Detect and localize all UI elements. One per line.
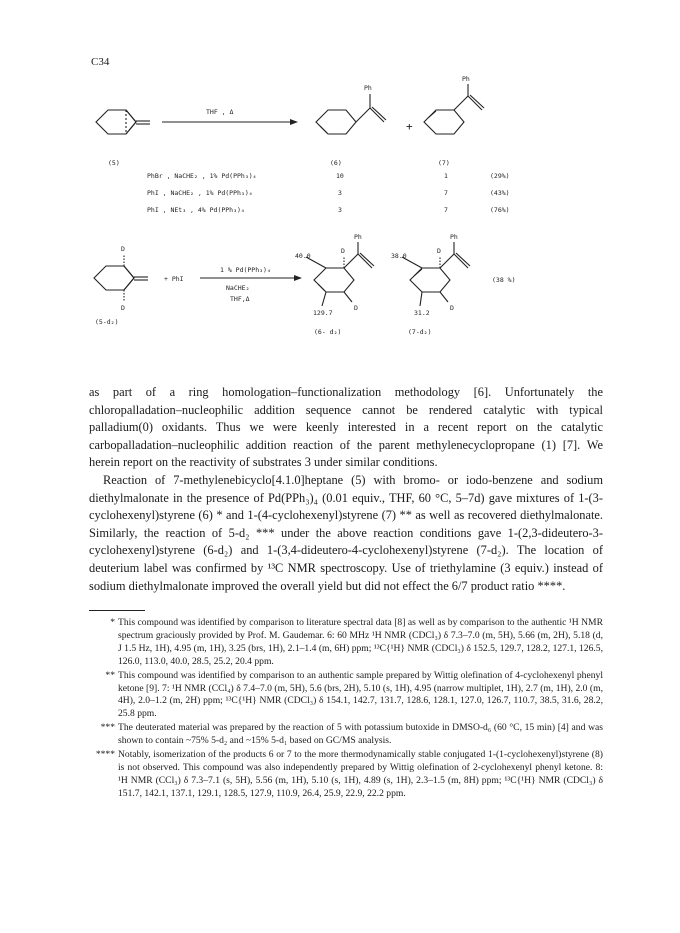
footnote-4-mark: **** [95, 749, 115, 761]
structure-7-d2 [402, 242, 470, 306]
label-compound-7: (7) [438, 159, 450, 167]
conditions-row-2-yield: (43%) [490, 189, 510, 197]
d-label-6-bottom: D [354, 304, 358, 312]
d-label-5-bottom: D [121, 304, 125, 312]
shift-6-bottom: 129.7 [313, 309, 333, 317]
label-compound-6: (6) [330, 159, 342, 167]
paragraph-1: as part of a ring homologation–functionalization methodology [6]. Unfortunately the chloropalladation–nucleophilic addition sequence cannot be rendered catalytic with typical palladium(0) oxidants. Thus we were keenly interested in a recent report on the catalytic carbopalladation–nucleophilic addition reaction of the parent methylenecyclopropane (1) [7]. We herein report on the reactivity of substrates 3 under similar conditions. [89, 385, 603, 470]
footnote-3 [89, 722, 603, 748]
conditions-row-3-yield: (76%) [490, 206, 510, 214]
footnote-1-text: This compound was identified by comparison to literature spectral data [8] as well as by comparison to the authentic ¹H NMR spectrum graciously provided by Prof. M. Gaudemar. 6: 60 MHz ¹H NMR (CDCl₃) δ 7.3–7.0 (m, 5H), 5.66 (m, 2H), 5.18 (d, J 1.5 Hz, 1H), 4.95 (m, 1H), 3.25 (brs, 1H), 2.1–1.4 (m, 6H) ppm; ¹³C{¹H} NMR (CDCl₃) δ 152.5, 129.7, 128.2, 127.1, 126.5, 126.0, 113.0, 40.0, 28.5, 25.2, 20.4 ppm. [118, 617, 603, 667]
shift-6-top: 40.0 [295, 252, 311, 260]
footnote-2-mark: ** [105, 669, 115, 681]
footnote-2 [89, 670, 603, 722]
shift-7-bottom: 31.2 [414, 309, 430, 317]
footnote-3-text: The deuterated material was prepared by the reaction of 5 with potassium butoxide in DMSO-d₆ (60 °C, 15 min) [4] and was shown to contain ~75% 5-d₂ and ~15% 5-d₁ based on GC/MS analysis. [118, 722, 603, 747]
conditions-row-2-ratio-7: 7 [444, 189, 448, 197]
ph-label-6: Ph [364, 84, 372, 92]
conditions-row-3-ratio-7: 7 [444, 206, 448, 214]
conditions-row-1-yield: (29%) [490, 172, 510, 180]
body-text [89, 384, 603, 595]
footnote-1-mark: * [110, 617, 115, 628]
label-compound-7-d2: (7-d₂) [408, 328, 432, 336]
plus-sign: + [406, 120, 413, 133]
conditions-row-2-ratio-6: 3 [338, 189, 342, 197]
arrowhead-1 [290, 119, 298, 125]
label-compound-6-d2: (6- d₂) [314, 328, 342, 336]
d-label-7-bottom: D [450, 304, 454, 312]
footnotes [89, 617, 603, 802]
reaction-scheme-drawing [80, 70, 640, 380]
footnote-1 [89, 617, 603, 669]
structure-5 [96, 110, 150, 134]
footnote-2-text: This compound was identified by comparison to an authentic sample prepared by Wittig olefination of 4-cyclohexenyl phenyl ketone [9]. 7: ¹H NMR (CCl₄) δ 7.4–7.0 (m, 5H), 5.6 (brs, 2H), 5.10 (s, 1H), 4.95 (narrow multiplet, 1H), 2.7 (m, 1H), 2.0 (m, 4H), 2.0–1.2 (m, 2H) ppm; ¹³C{¹H} NMR (CDCl₃) δ 154.1, 142.7, 131.7, 128.6, 128.1, 127.0, 126.7, 110.7, 38.5, 31.6, 28.2, 25.8 ppm. [118, 669, 603, 720]
ph-label-7-d2: Ph [450, 233, 458, 241]
shift-7-top: 38.0 [391, 252, 407, 260]
reaction-scheme [80, 70, 640, 380]
conditions-row-1-ratio-6: 10 [336, 172, 344, 180]
conditions-row-1-reagents: PhBr , NaCHE₂ , 1% Pd(PPh₃)₄ [147, 172, 257, 180]
structure-6-d2 [306, 242, 374, 306]
arrowhead-2 [294, 275, 302, 281]
label-compound-5: (5) [108, 159, 120, 167]
structure-6 [316, 94, 386, 134]
page-number: C34 [91, 56, 110, 68]
conditions-row-1-ratio-7: 1 [444, 172, 448, 180]
d-label-7-top: D [437, 247, 441, 255]
structure-7 [424, 84, 484, 134]
conditions-row-3-reagents: PhI , NEt₃ , 4% Pd(PPh₃)₄ [147, 206, 245, 214]
label-compound-5-d2: (5-d₂) [95, 318, 119, 326]
condition-nucleophile: NaCHE₂ [226, 284, 250, 292]
condition-solvent: THF,Δ [230, 295, 250, 303]
reagent-thf: THF , Δ [206, 108, 234, 116]
structure-5-d2 [94, 254, 148, 302]
footnote-rule [89, 610, 145, 611]
ph-label-6-d2: Ph [354, 233, 362, 241]
footnote-3-mark: *** [100, 722, 115, 734]
yield-scheme2: (38 %) [492, 276, 516, 284]
conditions-row-2-reagents: PhI , NaCHE₂ , 1% Pd(PPh₃)₄ [147, 189, 253, 197]
paragraph-2: Reaction of 7-methylenebicyclo[4.1.0]heptane (5) with bromo- or iodo-benzene and sodium diethylmalonate in the presence of Pd(PPh₃)₄ (0.01 equiv., THF, 60 °C, 5–7d) gave mixtures of 1-(3-cyclohexenyl)styrene (6) * and 1-(4-cyclohexenyl)styrene (7) ** as well as recovered diethylmalonate. Similarly, the reaction of 5-d₂ *** under the above reaction conditions gave 1-(2,3-dideutero-3-cyclohexenyl)styrene (6-d₂) and 1-(3,4-dideutero-4-cyclohexenyl)styrene (7-d₂). The location of deuterium label was confirmed by ¹³C NMR spectroscopy. Use of triethylamine (3 equiv.) instead of sodium diethylmalonate improved the overall yield but did not effect the 6/7 product ratio ****. [89, 472, 603, 593]
condition-catalyst: 1 % Pd(PPh₃)₄ [220, 266, 271, 274]
conditions-row-3-ratio-6: 3 [338, 206, 342, 214]
d-label-6-top: D [341, 247, 345, 255]
d-label-5-top: D [121, 245, 125, 253]
reagent-phi: + PhI [164, 275, 184, 283]
footnote-4 [89, 749, 603, 801]
ph-label-7: Ph [462, 75, 470, 83]
footnote-4-text: Notably, isomerization of the products 6 or 7 to the more thermodynamically stable conjugated 1-(1-cyclohexenyl)styrene (8) is not observed. This compound was also independently prepared by Wittig olefination of 2-cyclohexenyl phenyl ketone. 8: ¹H NMR (CCl₃) δ 7.3–7.1 (s, 5H), 5.56 (m, 1H), 5.10 (s, 1H), 4.89 (s, 1H), 2.3–1.5 (m, 8H) ppm; ¹³C{¹H} NMR (CDCl₃) δ 151.7, 142.1, 137.1, 129.1, 128.5, 127.9, 110.9, 26.4, 25.9, 22.9, 22.2 ppm. [118, 749, 603, 799]
